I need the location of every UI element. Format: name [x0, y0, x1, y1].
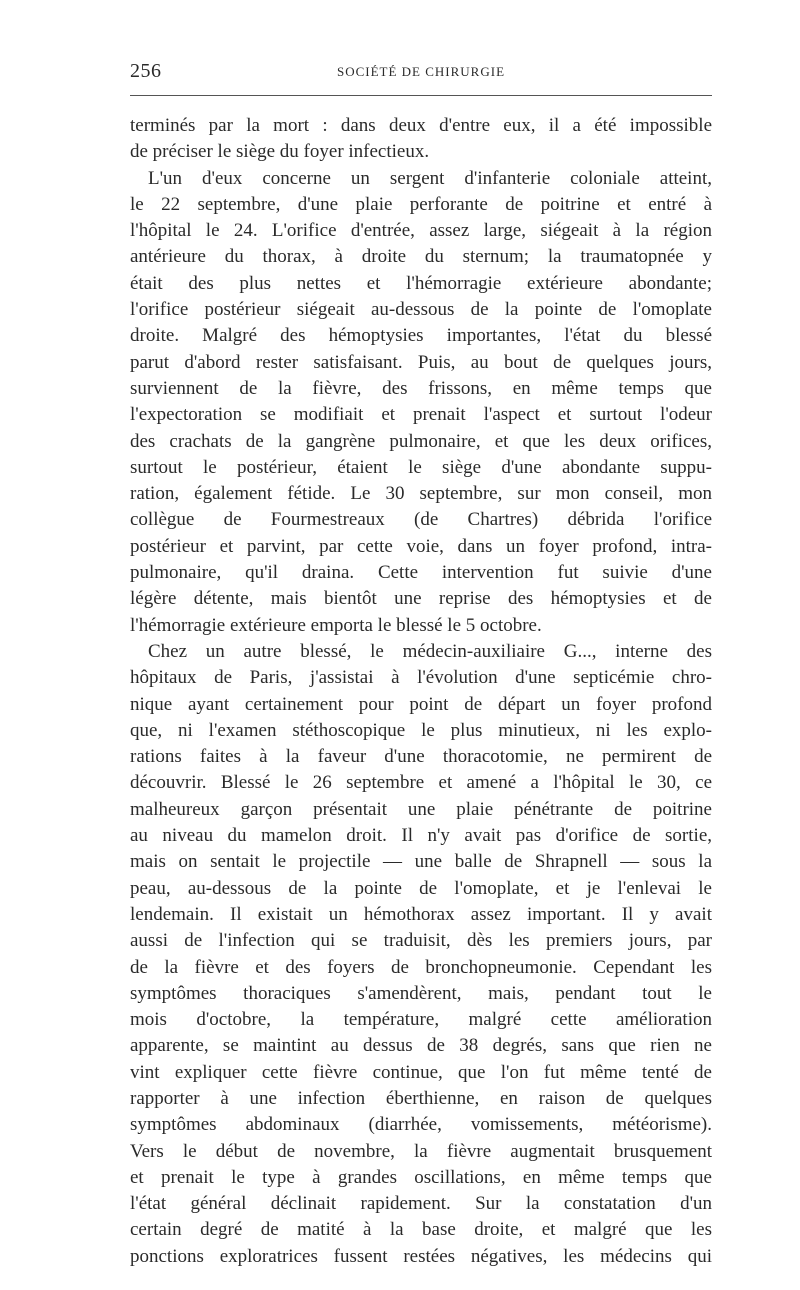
text-line: était des plus nettes et l'hémorragie extérieure abondante; [130, 272, 712, 294]
text-line: l'hôpital le 24. L'orifice d'entrée, assez large, siégeait à la région [130, 220, 712, 242]
text-line: parut d'abord rester satisfaisant. Puis, au bout de quelques jours, [130, 351, 712, 373]
text-line: au niveau du mamelon droit. Il n'y avait pas d'orifice de sortie, [130, 825, 712, 847]
text-line: l'hémorragie extérieure emporta le blessé le 5 octobre. [130, 614, 542, 636]
text-line: symptômes abdominaux (diarrhée, vomissements, météorisme). [130, 1114, 712, 1136]
text-line: l'expectoration se modifiait et prenait l'aspect et surtout l'odeur [130, 404, 712, 426]
text-line: peau, au-dessous de la pointe de l'omoplate, et je l'enlevai le [130, 877, 712, 899]
text-line: le 22 septembre, d'une plaie perforante de poitrine et entré à [130, 193, 712, 215]
text-line: mois d'octobre, la température, malgré cette amélioration [130, 1009, 712, 1031]
text-line: que, ni l'examen stéthoscopique le plus minutieux, ni les explo- [130, 719, 712, 741]
text-line: Chez un autre blessé, le médecin-auxiliaire G..., interne des [148, 640, 712, 662]
text-line: rapporter à une infection éberthienne, en raison de quelques [130, 1087, 712, 1109]
text-line: rations faites à la faveur d'une thoracotomie, ne permirent de [130, 746, 712, 768]
text-line: terminés par la mort : dans deux d'entre eux, il a été impossible [130, 115, 712, 136]
text-line: certain degré de matité à la base droite, et malgré que les [130, 1219, 712, 1241]
header-rule [130, 95, 712, 96]
text-line: Vers le début de novembre, la fièvre augmentait brusquement [130, 1140, 712, 1162]
text-line: aussi de l'infection qui se traduisit, dès les premiers jours, par [130, 930, 712, 952]
text-line: vint expliquer cette fièvre continue, que l'on fut même tenté de [130, 1061, 712, 1083]
text-line: ponctions exploratrices fussent restées négatives, les médecins qui [130, 1245, 712, 1267]
text-line: découvrir. Blessé le 26 septembre et amené a l'hôpital le 30, ce [130, 772, 712, 794]
page-header [130, 58, 712, 88]
body-text [130, 113, 712, 1270]
text-line: lendemain. Il existait un hémothorax assez important. Il y avait [130, 903, 712, 925]
text-line: L'un d'eux concerne un sergent d'infanterie coloniale atteint, [148, 167, 712, 189]
text-line: pulmonaire, qu'il draina. Cette intervention fut suivie d'une [130, 562, 712, 584]
text-line: droite. Malgré des hémoptysies importantes, l'état du blessé [130, 325, 712, 347]
text-line: des crachats de la gangrène pulmonaire, et que les deux orifices, [130, 430, 712, 452]
text-line: antérieure du thorax, à droite du sternum; la traumatopnée y [130, 246, 712, 268]
running-head: SOCIÉTÉ DE CHIRURGIE [336, 64, 506, 79]
text-line: hôpitaux de Paris, j'assistai à l'évolution d'une septicémie chro- [130, 667, 712, 689]
text-line: collègue de Fourmestreaux (de Chartres) débrida l'orifice [130, 509, 712, 531]
text-line: de la fièvre et des foyers de bronchopneumonie. Cependant les [130, 956, 712, 978]
text-line: surtout le postérieur, étaient le siège d'une abondante suppu- [130, 456, 712, 478]
page-number: 256 [130, 60, 162, 82]
text-line: postérieur et parvint, par cette voie, dans un foyer profond, intra- [130, 535, 712, 557]
text-line: de préciser le siège du foyer infectieux. [130, 141, 430, 163]
text-line: nique ayant certainement pour point de départ un foyer profond [130, 693, 712, 715]
text-line: l'état général déclinait rapidement. Sur la constatation d'un [130, 1193, 712, 1215]
text-line: et prenait le type à grandes oscillations, en même temps que [130, 1166, 712, 1188]
text-line: apparente, se maintint au dessus de 38 degrés, sans que rien ne [130, 1035, 712, 1057]
text-line: ration, également fétide. Le 30 septembre, sur mon conseil, mon [130, 483, 712, 505]
text-line: l'orifice postérieur siégeait au-dessous de la pointe de l'omoplate [130, 299, 712, 321]
text-line: légère détente, mais bientôt une reprise des hémoptysies et de [130, 588, 712, 610]
text-line: surviennent de la fièvre, des frissons, en même temps que [130, 377, 712, 399]
text-line: symptômes thoraciques s'amendèrent, mais, pendant tout le [130, 982, 712, 1004]
text-line: mais on sentait le projectile — une balle de Shrapnell — sous la [130, 851, 712, 873]
text-line: malheureux garçon présentait une plaie pénétrante de poitrine [130, 798, 712, 820]
